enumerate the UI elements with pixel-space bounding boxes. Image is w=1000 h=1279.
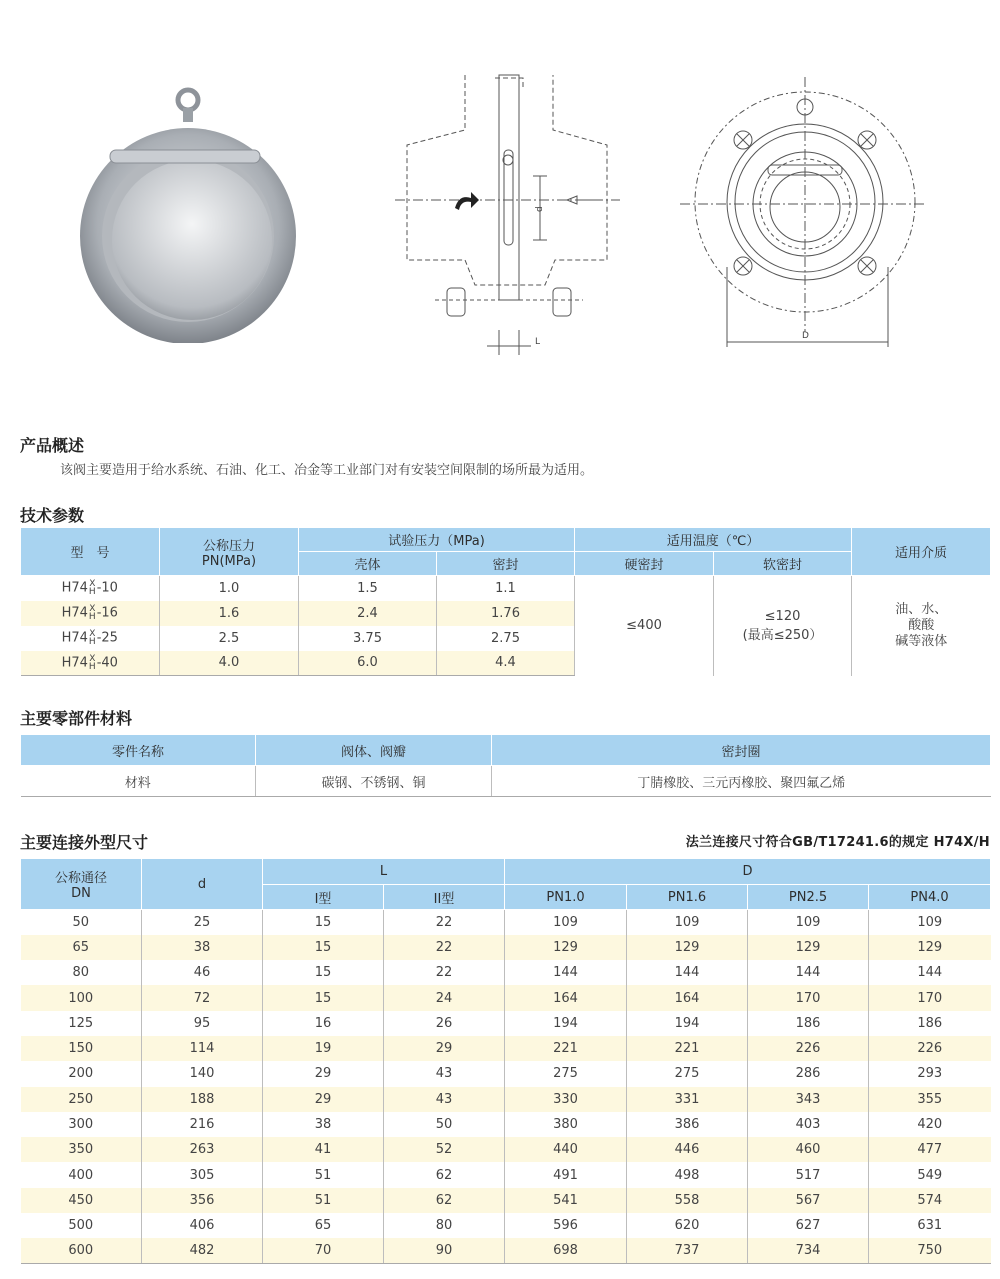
table-row [21, 985, 991, 1010]
table-row [21, 1087, 991, 1112]
dims-cell: 221 [505, 1036, 627, 1061]
dims-cell: 343 [748, 1087, 869, 1112]
th-pn: 公称压力 PN(MPa) [160, 528, 299, 576]
dims-cell: 140 [142, 1061, 263, 1086]
dims-cell: 186 [869, 1011, 991, 1036]
dims-cell: 498 [627, 1162, 748, 1187]
dims-cell: 15 [263, 935, 384, 960]
dims-cell: 293 [869, 1061, 991, 1086]
dims-cell: 286 [748, 1061, 869, 1086]
th-hard-seal: 硬密封 [575, 552, 714, 576]
dims-cell: 129 [748, 935, 869, 960]
th-type1: I型 [263, 885, 384, 910]
th-seal-ring: 密封圈 [492, 735, 991, 766]
dims-cell: 460 [748, 1137, 869, 1162]
dims-cell: 188 [142, 1087, 263, 1112]
dims-cell: 440 [505, 1137, 627, 1162]
dims-cell: 129 [505, 935, 627, 960]
dims-cell: 16 [263, 1011, 384, 1036]
dims-cell: 400 [21, 1162, 142, 1187]
dims-cell: 51 [263, 1188, 384, 1213]
th-type2: II型 [384, 885, 505, 910]
th-part-name: 零件名称 [21, 735, 256, 766]
dims-cell: 226 [869, 1036, 991, 1061]
dims-cell: 51 [263, 1162, 384, 1187]
dims-cell: 403 [748, 1112, 869, 1137]
dims-cell: 446 [627, 1137, 748, 1162]
th-test-pressure: 试验压力（MPa) [299, 528, 575, 552]
model-cell: H74 X H -40 [21, 651, 160, 676]
dims-cell: 144 [505, 960, 627, 985]
tech-params-table [20, 527, 991, 676]
table-row [21, 935, 991, 960]
dims-cell: 164 [505, 985, 627, 1010]
table-row [21, 1112, 991, 1137]
dims-cell: 22 [384, 960, 505, 985]
table-row [21, 1036, 991, 1061]
dims-cell: 109 [627, 910, 748, 935]
dims-cell: 15 [263, 910, 384, 935]
dims-cell: 72 [142, 985, 263, 1010]
dims-title: 主要连接外型尺寸 [20, 833, 149, 852]
dims-cell: 114 [142, 1036, 263, 1061]
dims-cell: 29 [263, 1061, 384, 1086]
dims-cell: 194 [505, 1011, 627, 1036]
table-row [21, 1213, 991, 1238]
th-temperature: 适用温度（℃） [575, 528, 852, 552]
dims-cell: 386 [627, 1112, 748, 1137]
th-pn10: PN1.0 [505, 885, 627, 910]
dims-cell: 80 [384, 1213, 505, 1238]
dims-cell: 29 [263, 1087, 384, 1112]
dims-cell: 38 [263, 1112, 384, 1137]
dims-cell: 25 [142, 910, 263, 935]
table-row: H74 X H -40 4.0 6.0 4.4 [21, 651, 991, 676]
valve-photo [76, 78, 301, 343]
dims-cell: 275 [627, 1061, 748, 1086]
dims-cell: 100 [21, 985, 142, 1010]
dims-cell: 170 [869, 985, 991, 1010]
table-row [21, 1188, 991, 1213]
front-view-drawing [680, 72, 925, 352]
table-row [21, 1162, 991, 1187]
dims-cell: 65 [263, 1213, 384, 1238]
dim-label-D: D [802, 331, 809, 341]
th-pn16: PN1.6 [627, 885, 748, 910]
table-row [21, 1238, 991, 1263]
dims-cell: 631 [869, 1213, 991, 1238]
dims-cell: 300 [21, 1112, 142, 1137]
materials-title: 主要零部件材料 [20, 709, 133, 728]
dims-cell: 627 [748, 1213, 869, 1238]
dims-cell: 15 [263, 985, 384, 1010]
th-dn: 公称通径 DN [21, 859, 142, 910]
table-row: H74 X H -16 1.6 2.4 1.76 [21, 601, 991, 626]
dims-cell: 541 [505, 1188, 627, 1213]
dim-label-L: L [535, 337, 541, 347]
dims-cell: 144 [748, 960, 869, 985]
dims-cell: 491 [505, 1162, 627, 1187]
dims-cell: 275 [505, 1061, 627, 1086]
dims-cell: 567 [748, 1188, 869, 1213]
dims-table [20, 858, 991, 1264]
dims-cell: 164 [627, 985, 748, 1010]
dims-cell: 517 [748, 1162, 869, 1187]
dims-cell: 90 [384, 1238, 505, 1263]
dims-cell: 450 [21, 1188, 142, 1213]
dims-cell: 420 [869, 1112, 991, 1137]
dims-cell: 95 [142, 1011, 263, 1036]
dims-cell: 41 [263, 1137, 384, 1162]
model-cell: H74 X H -25 [21, 626, 160, 651]
table-row [21, 960, 991, 985]
dims-cell: 144 [627, 960, 748, 985]
dims-cell: 226 [748, 1036, 869, 1061]
dims-cell: 15 [263, 960, 384, 985]
dims-cell: 46 [142, 960, 263, 985]
dims-cell: 62 [384, 1188, 505, 1213]
dims-cell: 24 [384, 985, 505, 1010]
dims-cell: 698 [505, 1238, 627, 1263]
th-model: 型 号 [21, 528, 160, 576]
dims-cell: 750 [869, 1238, 991, 1263]
table-row: 材料 碳钢、不锈钢、铜 丁腈橡胶、三元丙橡胶、聚四氟乙烯 [21, 766, 991, 797]
dims-cell: 380 [505, 1112, 627, 1137]
dims-cell: 144 [869, 960, 991, 985]
dims-cell: 482 [142, 1238, 263, 1263]
dims-cell: 150 [21, 1036, 142, 1061]
table-row [21, 1061, 991, 1086]
dims-cell: 38 [142, 935, 263, 960]
dims-cell: 356 [142, 1188, 263, 1213]
dims-cell: 22 [384, 935, 505, 960]
th-medium: 适用介质 [852, 528, 991, 576]
th-seal: 密封 [437, 552, 575, 576]
dims-cell: 50 [21, 910, 142, 935]
soft-temp-cell: ≤120 (最高≤250） [714, 576, 852, 676]
dims-cell: 263 [142, 1137, 263, 1162]
dims-cell: 186 [748, 1011, 869, 1036]
dims-cell: 129 [627, 935, 748, 960]
dims-cell: 125 [21, 1011, 142, 1036]
table-row: H74 X H -10 1.0 1.5 1.1 ≤400 ≤120 (最高≤250） 油、水、 酸酸 碱等液体 [21, 576, 991, 601]
table-row [21, 910, 991, 935]
materials-table [20, 734, 991, 797]
side-section-drawing [395, 70, 620, 360]
dims-cell: 65 [21, 935, 142, 960]
dim-label-d: d [535, 206, 545, 212]
medium-cell: 油、水、 酸酸 碱等液体 [852, 576, 991, 676]
dims-cell: 596 [505, 1213, 627, 1238]
dims-cell: 500 [21, 1213, 142, 1238]
dims-cell: 200 [21, 1061, 142, 1086]
dims-cell: 109 [869, 910, 991, 935]
dims-cell: 26 [384, 1011, 505, 1036]
dims-cell: 170 [748, 985, 869, 1010]
dims-note: 法兰连接尺寸符合GB/T17241.6的规定 H74X/H [685, 835, 990, 850]
dims-cell: 52 [384, 1137, 505, 1162]
overview-title: 产品概述 [20, 436, 85, 455]
dims-cell: 29 [384, 1036, 505, 1061]
th-shell: 壳体 [299, 552, 437, 576]
dims-cell: 43 [384, 1061, 505, 1086]
dims-cell: 109 [748, 910, 869, 935]
th-soft-seal: 软密封 [714, 552, 852, 576]
dims-cell: 80 [21, 960, 142, 985]
th-body-disc: 阀体、阀瓣 [256, 735, 492, 766]
table-row: H74 X H -25 2.5 3.75 2.75 [21, 626, 991, 651]
dims-cell: 216 [142, 1112, 263, 1137]
dims-cell: 50 [384, 1112, 505, 1137]
th-L: L [263, 859, 505, 885]
dims-cell: 62 [384, 1162, 505, 1187]
th-D: D [505, 859, 991, 885]
dims-cell: 406 [142, 1213, 263, 1238]
dims-cell: 19 [263, 1036, 384, 1061]
dims-cell: 477 [869, 1137, 991, 1162]
th-d: d [142, 859, 263, 910]
dims-cell: 330 [505, 1087, 627, 1112]
dims-cell: 22 [384, 910, 505, 935]
dims-cell: 355 [869, 1087, 991, 1112]
dims-cell: 558 [627, 1188, 748, 1213]
model-cell: H74 X H -16 [21, 601, 160, 626]
dims-cell: 574 [869, 1188, 991, 1213]
dims-cell: 109 [505, 910, 627, 935]
dims-cell: 43 [384, 1087, 505, 1112]
dims-cell: 734 [748, 1238, 869, 1263]
table-row [21, 1137, 991, 1162]
table-row [21, 1011, 991, 1036]
overview-text: 该阀主要造用于给水系统、石油、化工、冶金等工业部门对有安装空间限制的场所最为适用。 [60, 463, 594, 478]
dims-cell: 250 [21, 1087, 142, 1112]
dims-cell: 350 [21, 1137, 142, 1162]
dims-cell: 331 [627, 1087, 748, 1112]
dims-cell: 221 [627, 1036, 748, 1061]
dims-cell: 549 [869, 1162, 991, 1187]
dims-cell: 194 [627, 1011, 748, 1036]
dims-cell: 129 [869, 935, 991, 960]
hard-temp-cell: ≤400 [575, 576, 714, 676]
dims-cell: 600 [21, 1238, 142, 1263]
th-pn25: PN2.5 [748, 885, 869, 910]
tech-title: 技术参数 [20, 506, 85, 525]
dims-cell: 70 [263, 1238, 384, 1263]
dims-cell: 305 [142, 1162, 263, 1187]
model-cell: H74 X H -10 [21, 576, 160, 601]
dims-cell: 620 [627, 1213, 748, 1238]
dims-cell: 737 [627, 1238, 748, 1263]
th-pn40: PN4.0 [869, 885, 991, 910]
